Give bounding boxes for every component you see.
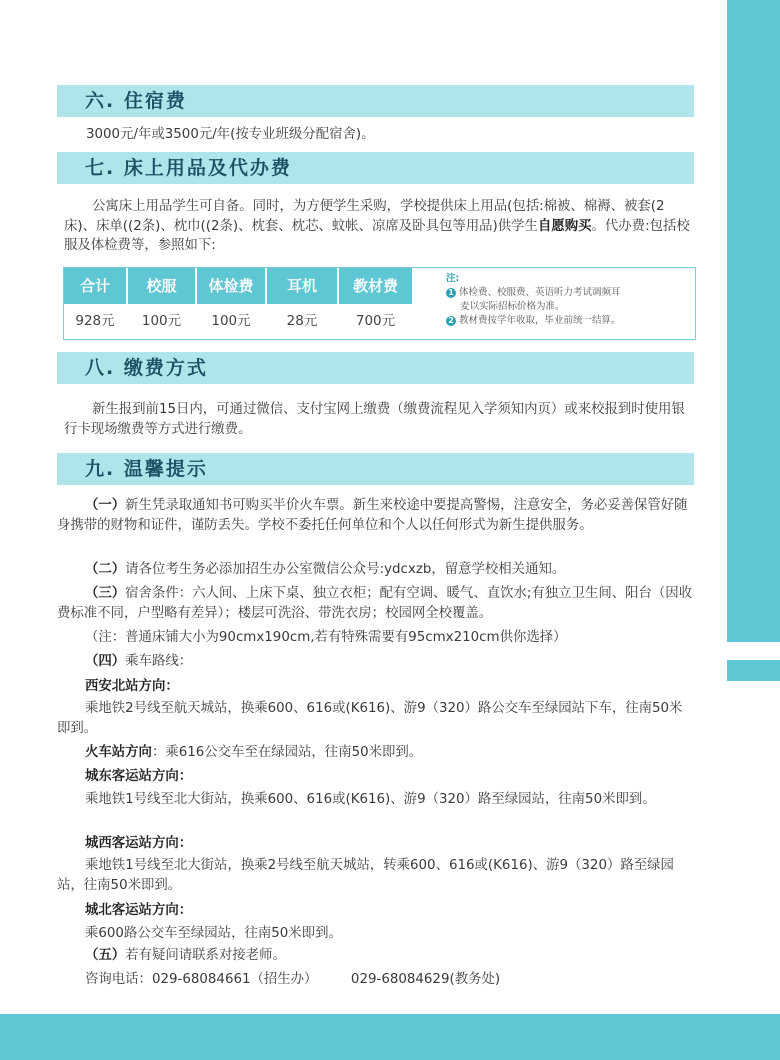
fee-note-2-text: 教材费按学年收取，毕业前统一结算。 <box>459 315 621 326</box>
bedding-text-a: 公寓床上用品学生可自备。同时，为方便学生采购，学校提供床上用品(包括:棉被、棉褥、被套(2床)、床单((2条)、枕巾((2条)、枕套、枕芯、蚊帐、凉席及卧具包等用品)供学生 <box>64 199 665 234</box>
side-decor-tab <box>727 660 780 681</box>
fee-note-1 <box>446 286 691 300</box>
route-3-text: 乘地铁1号线至北大街站，换乘600、616或(K616)、游9（320）路至绿园站，往南50米即到。 <box>85 792 656 807</box>
route-2-text: ：乘616公交车至在绿园站，往南50米即到。 <box>151 745 423 760</box>
note-number-1: 1 <box>446 288 456 298</box>
section-header-9 <box>57 453 694 485</box>
bedding-paragraph <box>64 197 692 256</box>
fee-header: 体检费 <box>197 268 265 304</box>
fee-note-1-cont: 麦以实际招标价格为准。 <box>460 301 565 312</box>
route-1-text: 乘地铁2号线至航天城站，换乘600、616或(K616)、游9（320）路公交车至绿园站下车，往南50米即到。 <box>57 701 683 736</box>
fee-note-2 <box>446 314 691 328</box>
fee-col-textbook <box>337 268 412 339</box>
accommodation-fee-text: 3000元/年或3500元/年(按专业班级分配宿舍)。 <box>86 127 375 142</box>
tip-2-label: （二） <box>85 562 126 577</box>
route-4-text: 乘地铁1号线至北大街站，换乘2号线至航天城站，转乘600、616或(K616)、游9（320）路至绿园站，往南50米即到。 <box>57 858 674 893</box>
section-title-6: 六. 住宿费 <box>85 90 187 112</box>
fee-value: 100元 <box>141 313 182 329</box>
tip-4-label: （四） <box>85 654 126 669</box>
route-4-title: 城西客运站方向： <box>85 836 193 851</box>
section-title-8: 八. 缴费方式 <box>85 357 208 379</box>
tip-3-text: 宿舍条件：六人间、上床下桌、独立衣柜；配有空调、暖气、直饮水;有独立卫生间、阳台（因收费标准不同，户型略有差异）；楼层可洗浴、带洗衣房；校园网全校覆盖。 <box>57 586 693 621</box>
tip-1 <box>57 496 693 535</box>
bedding-text-bold: 自愿购买 <box>537 218 592 234</box>
fee-col-physical <box>195 268 265 339</box>
route-3-title: 城东客运站方向： <box>85 769 193 784</box>
section-header-6 <box>57 85 694 117</box>
tip-3-label: （三） <box>85 586 126 601</box>
route-5-text: 乘600路公交车至绿园站，往南50米即到。 <box>85 926 342 941</box>
fee-header: 耳机 <box>267 268 337 304</box>
fee-value: 928元 <box>75 313 115 329</box>
fee-header: 教材费 <box>339 268 412 304</box>
fee-col-total <box>64 268 126 339</box>
fee-header: 合计 <box>64 268 126 304</box>
tip-1-label: （一） <box>85 498 126 513</box>
fee-value: 100元 <box>211 313 251 329</box>
fee-col-headset <box>265 268 337 339</box>
tip-4-text: 乘车路线： <box>125 654 193 669</box>
fee-col-uniform <box>126 268 195 339</box>
section-title-9: 九. 温馨提示 <box>85 458 208 480</box>
side-decor-bar <box>727 0 780 642</box>
fee-value: 28元 <box>286 313 318 329</box>
fee-notes <box>446 272 691 328</box>
note-number-2: 2 <box>446 316 456 326</box>
fee-cells <box>64 268 412 339</box>
tip-4 <box>57 652 693 672</box>
bottom-decor-bar <box>0 1014 780 1060</box>
tip-2-text: 请各位考生务必添加招生办公室微信公众号:ydcxzb，留意学校相关通知。 <box>125 562 566 577</box>
fee-notes-title: 注: <box>446 273 460 284</box>
section-header-8 <box>57 352 694 384</box>
fee-note-1-text: 体检费、校服费、英语听力考试调频耳 <box>459 287 621 298</box>
route-1-title: 西安北站方向： <box>85 679 179 694</box>
payment-text: 新生报到前15日内，可通过微信、支付宝网上缴费（缴费流程见入学须知内页）或来校报到时使用银行卡现场缴费等方式进行缴费。 <box>64 402 685 437</box>
fee-value: 700元 <box>355 313 396 329</box>
tip-5-text: 若有疑问请联系对接老师。 <box>125 948 286 963</box>
fee-header: 校服 <box>128 268 195 304</box>
route-5-title: 城北客运站方向： <box>85 903 193 918</box>
route-2-title: 火车站方向 <box>85 745 152 760</box>
bedding-text-b: 。代办费:包括校服及体检费等，参照如下: <box>64 218 690 253</box>
tip-3-note: （注：普通床铺大小为90cmx190cm,若有特殊需要有95cmx210cm供你选择） <box>85 630 567 645</box>
tip-3 <box>57 584 693 623</box>
tip-2 <box>57 560 693 580</box>
fee-table <box>63 267 696 340</box>
contact-phone: 咨询电话：029-68084661（招生办） 029-68084629(教务处) <box>85 972 501 987</box>
route-2 <box>85 743 693 763</box>
tip-1-text: 新生凭录取通知书可购买半价火车票。新生来校途中要提高警惕，注意安全，务必妥善保管好随身携带的财物和证件，谨防丢失。学校不委托任何单位和个人以任何形式为新生提供服务。 <box>57 498 688 533</box>
section-header-7 <box>57 152 694 184</box>
tip-5-label: （五） <box>85 948 126 963</box>
tip-5 <box>57 946 693 966</box>
section-title-7: 七. 床上用品及代办费 <box>85 157 292 179</box>
